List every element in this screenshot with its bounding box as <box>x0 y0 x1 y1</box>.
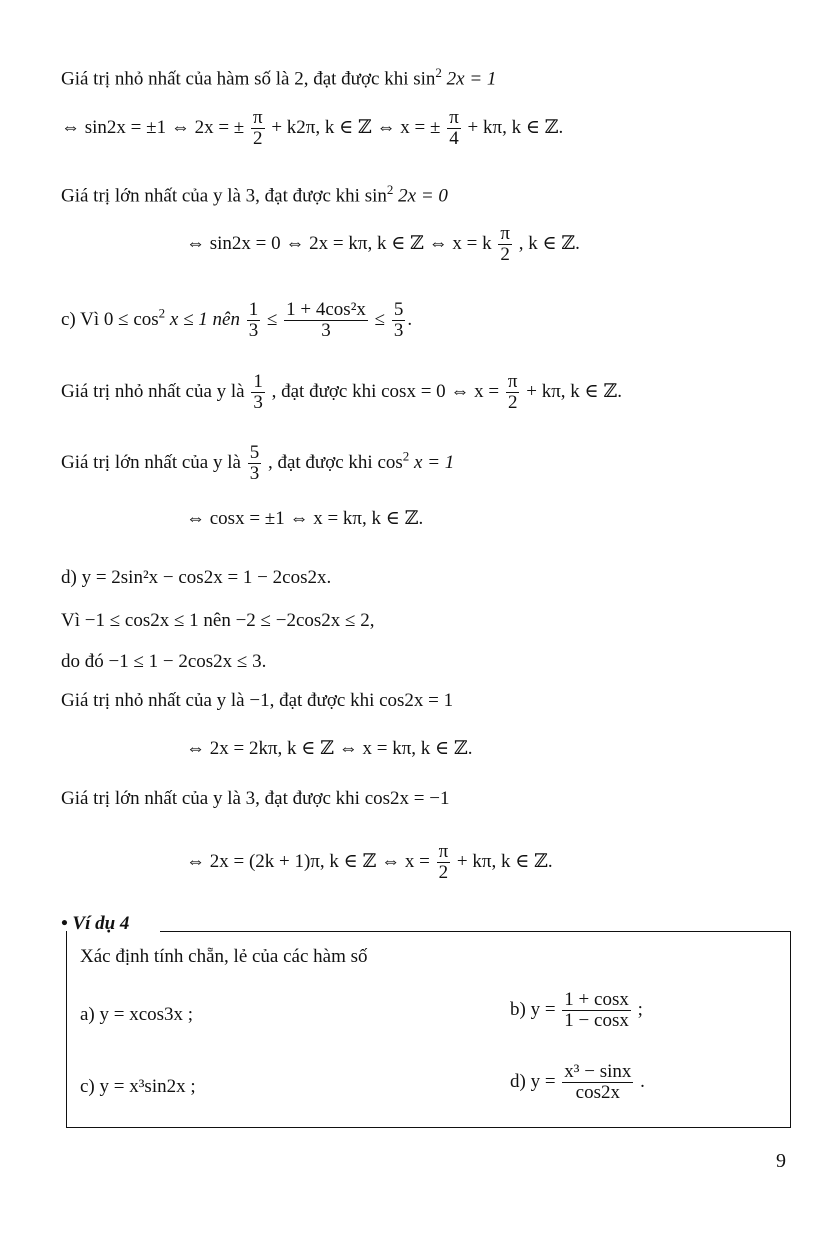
d-line-1: d) y = 2sin²x − cos2x = 1 − 2cos2x. <box>61 567 332 588</box>
c-min: Giá trị nhỏ nhất của y là $\frac{1}{3}$ , đạt được khi cosx = 0 ⇔ x = $\frac{\pi}{2}$ + kπ, k ∈ ℤ. <box>61 371 622 413</box>
b-max-line: Giá trị lớn nhất của y là 3, đạt được khi $\sin^2 2x = 0$ <box>61 182 448 207</box>
d-line-4: Giá trị nhỏ nhất của y là −1, đạt được khi cos2x = 1 <box>61 690 454 711</box>
d-line-7: ⇔ 2x = (2k + 1)π, k ∈ ℤ ⇔ x = $\frac{\pi}{2}$ + kπ, k ∈ ℤ. <box>186 841 553 883</box>
b-max-solve: ⇔ sin2x = 0 ⇔ 2x = kπ, k ∈ ℤ ⇔ x = k $\frac{\pi}{2}$ , k ∈ ℤ. <box>186 223 580 265</box>
b-min-solve: ⇔ sin2x = ±1 ⇔ 2x = ± $\frac{\pi}{2}$ + k2π, k ∈ ℤ ⇔ x = ± $\frac{\pi}{4}$ + kπ, k ∈ ℤ. <box>61 107 564 149</box>
d-line-2: Vì −1 ≤ cos2x ≤ 1 nên −2 ≤ −2cos2x ≤ 2, <box>61 610 375 631</box>
example-prompt: Xác định tính chẵn, lẻ của các hàm số <box>80 946 368 967</box>
page-number: 9 <box>776 1150 786 1172</box>
d-line-5: ⇔ 2x = 2kπ, k ∈ ℤ ⇔ x = kπ, k ∈ ℤ. <box>186 738 473 759</box>
example-heading: • Ví dụ 4 <box>61 913 130 934</box>
example-d: d) y = $\frac{\text{x³ − sinx}}{\cos 2x}$ . <box>510 1061 645 1103</box>
d-line-6: Giá trị lớn nhất của y là 3, đạt được khi cos2x = −1 <box>61 788 450 809</box>
example-a: a) y = xcos3x ; <box>80 1004 194 1025</box>
c-max: Giá trị lớn nhất của y là $\frac{5}{3}$ , đạt được khi $\cos^2 x = 1$ <box>61 442 455 484</box>
b-min-line: Giá trị nhỏ nhất của hàm số là 2, đạt được khi $\sin^2 2x = 1$ <box>61 65 497 90</box>
example-c: c) y = x³sin2x ; <box>80 1076 196 1097</box>
c-intro: c) Vì $0 \le \cos^2 x \le 1$ nên $\frac{1}{3}$ ≤ $\frac{\text{1 + 4cos²x}}{3}$ ≤ $\frac{5}{3}$ . <box>61 299 413 341</box>
d-line-3: do đó −1 ≤ 1 − 2cos2x ≤ 3. <box>61 651 267 672</box>
c-max-solve: ⇔ cosx = ±1 ⇔ x = kπ, k ∈ ℤ. <box>186 508 424 529</box>
example-b: b) y = $\frac{1 + \cos x}{1 - \cos x}$ ; <box>510 989 643 1031</box>
